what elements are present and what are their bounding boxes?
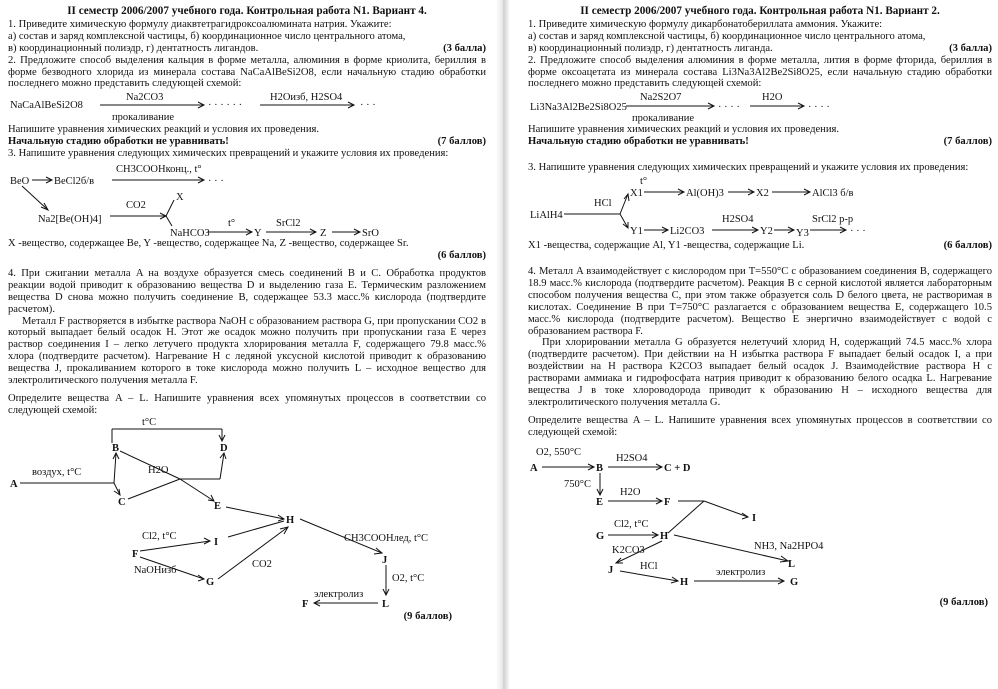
svg-text:C: C [118, 496, 126, 508]
svg-text:прокаливание: прокаливание [632, 113, 695, 125]
svg-text:NH3, Na2HPO4: NH3, Na2HPO4 [754, 540, 824, 552]
svg-text:электролиз: электролиз [314, 588, 364, 600]
svg-text:L: L [382, 598, 390, 610]
svg-text:A: A [530, 462, 538, 474]
svg-text:I: I [752, 512, 757, 524]
svg-text:CO2: CO2 [252, 558, 272, 570]
svg-text:LiAlH4: LiAlH4 [530, 210, 563, 222]
svg-text:BeCl2б/в: BeCl2б/в [54, 176, 95, 188]
svg-text:Y1: Y1 [630, 226, 643, 238]
svg-text:B: B [112, 442, 120, 454]
svg-text:Al(OH)3: Al(OH)3 [686, 188, 724, 200]
svg-text:· · · ·: · · · · [718, 102, 740, 114]
svg-text:NaCaAlBeSi2O8: NaCaAlBeSi2O8 [10, 100, 83, 112]
svg-text:J: J [608, 564, 614, 576]
svg-text:CO2: CO2 [126, 200, 146, 212]
svg-text:X: X [176, 192, 184, 204]
svg-text:· · ·: · · · [360, 100, 376, 112]
question-1: 1. Приведите химическую формулу дикарбонатобериллата аммония. Укажите: а) состав и заряд комплексной частицы, б) координационное число центрального атома, в) координационный полиэдр, г) дентатность лиганда. (3 балла) [528, 18, 992, 54]
page-fold-shadow [496, 0, 510, 689]
question-3: 3. Напишите уравнения следующих химических превращений и укажите условия их проведения: LiAlH4 HCl t° X1 Al(OH)3 X2 AlCl3 б/в Y1 Li2CO3 H2SO4 Y2 Y3 SrCl2 р-р · · · X1 -вещества, содержащие Al, Y1 -вещества, содержащие Li. (6 баллов) [528, 162, 992, 252]
svg-text:CH3COOHконц., t°: CH3COOHконц., t° [116, 164, 202, 176]
svg-text:A: A [10, 478, 18, 490]
svg-text:C + D: C + D [664, 462, 691, 474]
page-title: II семестр 2006/2007 учебного года. Контрольная работа N1. Вариант 2. [580, 5, 940, 17]
left-page-variant-4 [8, 6, 486, 623]
svg-text:t°: t° [640, 176, 648, 188]
svg-text:NaHCO3: NaHCO3 [170, 228, 210, 240]
svg-text:· · · ·: · · · · [808, 102, 830, 114]
svg-text:X2: X2 [756, 188, 769, 200]
question-4: 4. При сжигании металла A на воздухе образуется смесь соединений B и C. Обработка продуктов реакции водой приводит к образованию вещества D и выделению газа E. Термическим разложением вещества D снова можно получить соединение B, содержащее 53.3 масс.% кислорода (подтвердите расчетом). Металл F растворяется в избытке раствора NaOH с образованием раствора G, при пропускании CO2 в который выпадает белый осадок H. Этот же осадок можно получить при пропускании газа E через раствор соединения I – легко летучего продукта хлорирования металла F, содержащего 79.8 масс.% хлора (подтвердите расчетом). Нагревание H с ледяной уксусной кислотой приводит к образованию вещества J, прокаливанием которого в токе кислорода можно получить L – исходное вещество для электролитического получения металла F. Определите вещества A – L. Напишите уравнения всех упомянутых процессов в соответствии со следующей схемой: A воздух, t°C B C t°C D H2O E H I F Cl2, t°C NaOHизб G CO2 CH3COOHлед, t°C J O2, t°C L электролиз F (9 баллов) [8, 267, 486, 622]
svg-text:прокаливание: прокаливание [112, 112, 175, 124]
svg-text:B: B [596, 462, 604, 474]
svg-text:H2O: H2O [762, 92, 783, 104]
svg-text:Cl2, t°C: Cl2, t°C [614, 518, 649, 530]
svg-text:NaOHизб: NaOHизб [134, 564, 177, 576]
svg-text:H2O: H2O [620, 486, 641, 498]
svg-text:Y: Y [254, 228, 262, 240]
svg-text:O2, t°C: O2, t°C [392, 572, 425, 584]
svg-text:Cl2, t°C: Cl2, t°C [142, 530, 177, 542]
svg-text:CH3COOHлед, t°C: CH3COOHлед, t°C [344, 532, 429, 544]
svg-text:D: D [220, 442, 228, 454]
scheme-q3 [528, 174, 988, 240]
svg-text:Li2CO3: Li2CO3 [670, 226, 705, 238]
svg-text:HCl: HCl [594, 198, 612, 210]
svg-text:H2SO4: H2SO4 [722, 214, 754, 226]
svg-text:электролиз: электролиз [716, 566, 766, 578]
svg-text:J: J [382, 554, 388, 566]
svg-text:E: E [596, 496, 604, 508]
svg-text:G: G [206, 576, 215, 588]
svg-text:K2CO3: K2CO3 [612, 544, 645, 556]
page-title: II семестр 2006/2007 учебного года. Контрольная работа N1. Вариант 4. [67, 5, 427, 17]
points-label: (3 балла) [443, 42, 486, 54]
svg-text:H2SO4: H2SO4 [616, 452, 648, 464]
scheme-q4 [8, 417, 478, 611]
scheme-q2 [528, 90, 988, 124]
svg-text:Na2[Be(OH)4]: Na2[Be(OH)4] [38, 214, 102, 226]
svg-text:F: F [664, 496, 671, 508]
svg-text:· · · · · ·: · · · · · · [208, 100, 243, 112]
question-1: 1. Приведите химическую формулу диаквтетрагидроксоалюмината натрия. Укажите: а) состав и заряд комплексной частицы, б) координационное число центрального атома, в) координационный полиэдр, г) дентатность лигандов. (3 балла) [8, 18, 486, 54]
svg-text:AlCl3 б/в: AlCl3 б/в [812, 188, 854, 200]
question-2: 2. Предложите способ выделения кальция в форме металла, алюминия в форме криолита, бериллия в форме безводного хлорида из минерала состава NaCaAlBeSi2O8, если начальную стадию обработки последнего можно представить следующей схемой: NaCaAlBeSi2O8 Na2CO3 прокаливание · · · · · · H2Oизб, H2SO4 · · · Напишите уравнения химических реакций и условия их проведения. Начальную стадию обработки не уравнивать! (7 баллов) [8, 54, 486, 148]
svg-text:X1: X1 [630, 188, 643, 200]
right-page-variant-2 [528, 6, 992, 609]
svg-text:750°C: 750°C [564, 478, 591, 490]
svg-text:G: G [596, 530, 605, 542]
svg-text:O2, 550°C: O2, 550°C [536, 446, 582, 458]
svg-text:I: I [214, 536, 219, 548]
svg-text:Y2: Y2 [760, 226, 773, 238]
svg-text:H2Oизб, H2SO4: H2Oизб, H2SO4 [270, 92, 343, 104]
svg-text:H2O: H2O [148, 464, 169, 476]
question-4: 4. Металл A взаимодействует с кислородом при T=550°C с образованием соединения B, содержащего 18.9 масс.% кислорода (подтвердите расчетом). Реакция B с серной кислотой является лабораторным способом получения вещества C, при этом также образуется соль D белого цвета, не растворимая в кислотах. Соединение B при T=750°C разлагается с образованием вещества E, содержащего 10.5 масс.% кислорода (подтвердите расчетом). Вещество E энергично взаимодействует с водой с образованием раствора F. При хлорировании металла G образуется нелетучий хлорид H, содержащий 74.5 масс.% хлора (подтвердите расчетом). При действии на H избытка раствора F выпадает белый осадок I, а при воздействии на H раствора K2CO3 выпадает белый осадок J. Взаимодействие раствора H с растворами аммиака и гидрофосфата натрия приводит к образованию белого осадка L. Нагревание вещества J в токе хлороводорода приводит к образованию H – исходного вещества для электролитического получения металла G. Определите вещества A – L. Напишите уравнения всех упомянутых процессов в соответствии со следующей схемой: O2, 550°C A B H2SO4 C + D 750°C E H2O F I G Cl2, t°C H NH3, Na2HPO4 L K2CO3 J HCl H электролиз G (9 баллов) [528, 265, 992, 608]
svg-text:t°C: t°C [142, 416, 157, 428]
svg-text:F: F [132, 548, 139, 560]
svg-text:SrO: SrO [362, 228, 379, 240]
svg-text:SrCl2 р-р: SrCl2 р-р [812, 214, 854, 226]
svg-text:Na2S2O7: Na2S2O7 [640, 92, 682, 104]
svg-text:t°: t° [228, 218, 236, 230]
svg-text:Li3Na3Al2Be2Si8O25: Li3Na3Al2Be2Si8O25 [530, 102, 627, 114]
svg-text:L: L [788, 558, 796, 570]
svg-text:E: E [214, 500, 222, 512]
scheme-q3 [8, 160, 478, 238]
scheme-q2 [8, 90, 478, 124]
svg-text:SrCl2: SrCl2 [276, 218, 301, 230]
scheme-q4 [528, 439, 988, 587]
svg-text:H: H [286, 514, 295, 526]
svg-text:Na2CO3: Na2CO3 [126, 92, 164, 104]
svg-text:Z: Z [320, 228, 327, 240]
svg-text:воздух, t°C: воздух, t°C [32, 466, 82, 478]
question-2: 2. Предложите способ выделения алюминия в форме металла, лития в форме фторида, бериллия в форме оксоацетата из минерала состава Li3Na3Al2Be2Si8O25, если начальную стадию обработки последнего можно представить следующей схемой: Li3Na3Al2Be2Si8O25 Na2S2O7 прокаливание · · · · H2O · · · · Напишите уравнения химических реакций и условия их проведения. Начальную стадию обработки не уравнивать! (7 баллов) [528, 54, 992, 148]
svg-text:BeO: BeO [10, 176, 30, 188]
svg-text:· · ·: · · · [208, 176, 224, 188]
svg-text:Y3: Y3 [796, 228, 809, 240]
svg-text:H: H [680, 576, 689, 588]
svg-text:F: F [302, 598, 309, 610]
svg-text:H: H [660, 530, 669, 542]
question-3: 3. Напишите уравнения следующих химических превращений и укажите условия их проведения: BeO BeCl2б/в CH3COOHконц., t° · · · Na2[Be(OH)4] CO2 X NaHCO3 t° Y SrCl2 Z SrO X -вещество, содержащее Be, Y -вещество, содержащее Na, Z -вещество, содержащее Sr. (6 баллов) [8, 148, 486, 261]
svg-text:HCl: HCl [640, 560, 658, 572]
svg-text:G: G [790, 576, 799, 588]
svg-text:· · ·: · · · [850, 226, 866, 238]
